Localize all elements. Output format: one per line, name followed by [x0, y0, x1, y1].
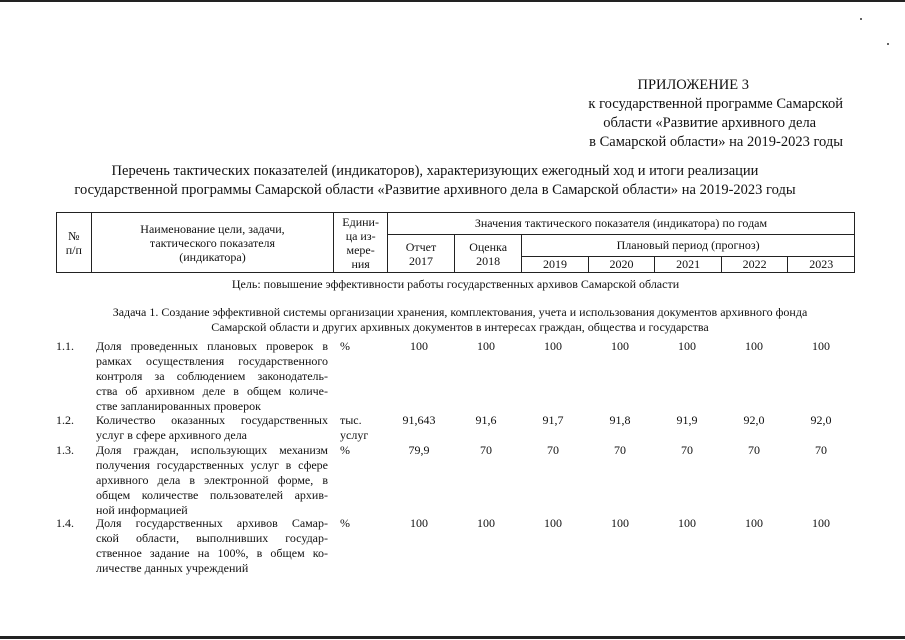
value-2021: 100 — [678, 516, 696, 530]
appendix-line: области «Развитие архивного дела — [603, 115, 817, 131]
row-unit: % — [340, 339, 350, 353]
task-line: Задача 1. Создание эффективной системы организации хранения, комплектования, учета и использования документов архивного фонда — [112, 305, 808, 319]
value-2022: 70 — [748, 443, 760, 457]
row-description: Доля граждан, использующих механизм получения государственных услуг в сфере архивного дела в электронной форме, в общем количестве пользователей архив- ной информацией — [96, 443, 328, 517]
header-num: № п/п — [57, 213, 92, 273]
value-2017: 100 — [410, 516, 428, 530]
value-2017: 91,643 — [402, 413, 436, 427]
header-name: Наименование цели, задачи, тактического показателя (индикатора) — [91, 213, 334, 273]
scan-speck — [887, 43, 889, 45]
row-description: Доля государственных архивов Самар- ской области, выполнивших государ- ственное задание на 100%, в общем ко- личестве данных учреждений — [96, 516, 328, 575]
title-line: Перечень тактических показателей (индикаторов), характеризующих ежегодный ход и итоги реализации — [111, 163, 759, 179]
row-number: 1.2. — [56, 413, 74, 427]
value-2023: 92,0 — [810, 413, 832, 427]
row-unit: % — [340, 443, 350, 457]
value-2019: 91,7 — [542, 413, 564, 427]
header-year-2022: 2022 — [721, 257, 788, 273]
appendix-heading — [588, 76, 843, 152]
value-2019: 100 — [544, 516, 562, 530]
value-2018: 91,6 — [475, 413, 497, 427]
value-2022: 100 — [745, 516, 763, 530]
row-number: 1.4. — [56, 516, 74, 530]
appendix-line: в Самарской области» на 2019-2023 годы — [589, 134, 843, 150]
value-2020: 100 — [611, 516, 629, 530]
row-number: 1.3. — [56, 443, 74, 457]
header-year-2019: 2019 — [522, 257, 589, 273]
header-report: Отчет 2017 — [387, 235, 454, 273]
row-number: 1.1. — [56, 339, 74, 353]
row-description: Количество оказанных государственных услуг в сфере архивного дела — [96, 413, 328, 442]
value-2023: 70 — [815, 443, 827, 457]
value-2023: 100 — [812, 339, 830, 353]
header-values-group: Значения тактического показателя (индикатора) по годам — [387, 213, 854, 235]
indicator-table-header — [56, 212, 855, 273]
task-line: Самарской области и других архивных документов в интересах граждан, общества и государства — [211, 320, 709, 334]
appendix-line: к государственной программе Самарской — [588, 96, 843, 112]
value-2018: 100 — [477, 339, 495, 353]
value-2021: 91,9 — [676, 413, 698, 427]
value-2018: 70 — [480, 443, 492, 457]
row-description: Доля проведенных плановых проверок в рамках осуществления государственного контроля за соблюдением законодатель- ства об архивном деле в общем количе- стве запланированных проверок — [96, 339, 328, 413]
page-top-edge — [0, 0, 905, 2]
page-bottom-edge — [0, 636, 905, 639]
header-year-2020: 2020 — [588, 257, 655, 273]
value-2022: 92,0 — [743, 413, 765, 427]
value-2020: 91,8 — [609, 413, 631, 427]
document-title — [40, 162, 830, 200]
goal-text: Цель: повышение эффективности работы государственных архивов Самарской области — [231, 277, 680, 291]
title-line: государственной программы Самарской области «Развитие архивного дела в Самарской области» на 2019-2023 годы — [74, 182, 796, 198]
header-estimate: Оценка 2018 — [455, 235, 522, 273]
appendix-line: ПРИЛОЖЕНИЕ 3 — [637, 77, 749, 93]
value-2022: 100 — [745, 339, 763, 353]
value-2017: 79,9 — [408, 443, 430, 457]
value-2021: 70 — [681, 443, 693, 457]
value-2017: 100 — [410, 339, 428, 353]
value-2020: 70 — [614, 443, 626, 457]
row-unit: тыс. услуг — [340, 413, 369, 442]
value-2021: 100 — [678, 339, 696, 353]
value-2019: 70 — [547, 443, 559, 457]
row-unit: % — [340, 516, 350, 530]
header-planned-group: Плановый период (прогноз) — [522, 235, 855, 257]
header-year-2021: 2021 — [655, 257, 722, 273]
task-text — [70, 305, 850, 335]
value-2019: 100 — [544, 339, 562, 353]
header-unit: Едини- ца из- мере- ния — [334, 213, 388, 273]
value-2018: 100 — [477, 516, 495, 530]
scan-speck — [860, 18, 862, 20]
value-2023: 100 — [812, 516, 830, 530]
header-year-2023: 2023 — [788, 257, 855, 273]
value-2020: 100 — [611, 339, 629, 353]
